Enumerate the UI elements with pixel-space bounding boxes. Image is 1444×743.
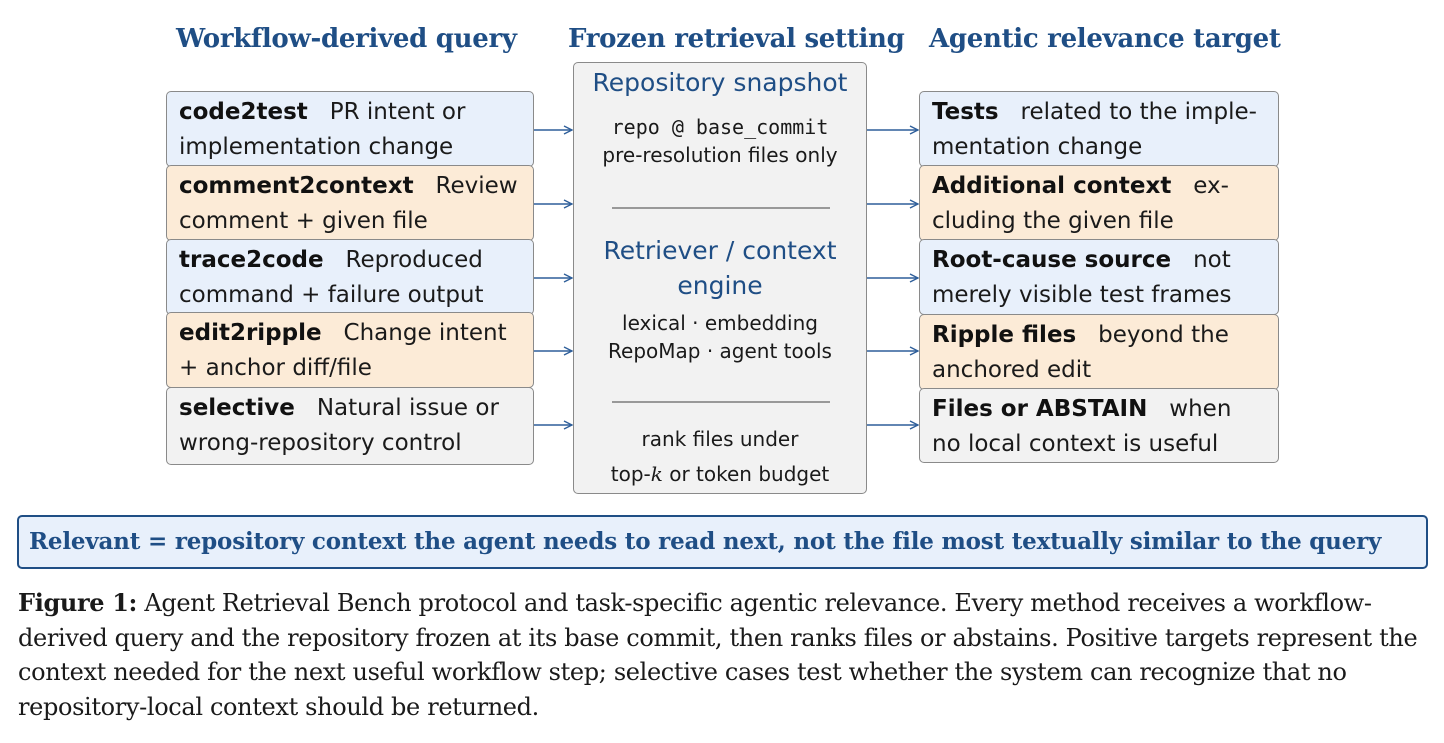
retriever-title-2: engine [677,271,763,300]
query-desc: command + failure output [179,282,484,308]
rank-line-2: top-k or token budget [610,462,830,486]
heading-workflow-query: Workflow-derived query [176,24,517,54]
target-name: Ripple files [932,322,1077,348]
query-desc: Review [435,173,518,199]
query-desc: Natural issue or [316,395,499,421]
target-desc: anchored edit [932,357,1092,383]
target-name: Tests [932,99,999,125]
query-desc: + anchor diff/file [179,355,372,381]
retriever-title-1: Retriever / context [603,236,837,265]
target-desc: beyond the [1098,322,1229,348]
query-name: selective [179,395,295,421]
target-desc: merely visible test frames [932,282,1232,308]
target-name: Additional context [932,173,1172,199]
query-name: comment2context [179,173,414,199]
retriever-line-1: lexical · embedding [622,311,818,335]
target-name: Files or ABSTAIN [932,396,1148,422]
heading-frozen-retrieval: Frozen retrieval setting [568,24,905,54]
query-desc: Reproduced [345,247,483,273]
snapshot-line-1: repo @ base_commit [611,115,829,139]
caption-text: Agent Retrieval Bench protocol and task-specific agentic relevance. Every method receives a workflow-derived query and the repository frozen at its base commit, then ranks files or abstains. Positive targets represent the context needed for the next useful workflow step; selective cases test whether the system can recognize that no repository-local context should be returned. [18,589,1418,721]
target-desc: related to the imple- [1020,99,1257,125]
retriever-line-2: RepoMap · agent tools [608,339,832,363]
target-desc: ex- [1193,173,1229,199]
query-desc: comment + given file [179,208,428,234]
query-desc: implementation change [179,134,454,160]
figure-caption [18,586,1430,724]
query-name: code2test [179,99,308,125]
target-desc: no local context is useful [932,431,1219,457]
relevance-definition-banner: Relevant = repository context the agent needs to read next, not the file most textually similar to the query [17,515,1428,569]
target-name: Root-cause source [932,247,1172,273]
query-desc: Change intent [343,320,507,346]
query-name: edit2ripple [179,320,322,346]
target-desc: cluding the given file [932,208,1174,234]
target-desc: when [1169,396,1232,422]
heading-relevance-target: Agentic relevance target [929,24,1281,54]
query-name: trace2code [179,247,324,273]
query-desc: PR intent or [329,99,466,125]
rank-line-1: rank files under [641,427,799,451]
query-desc: wrong-repository control [179,430,462,456]
target-desc: mentation change [932,134,1143,160]
target-desc: not [1193,247,1231,273]
caption-label: Figure 1: [18,588,138,617]
snapshot-title: Repository snapshot [592,68,848,97]
snapshot-line-2: pre-resolution files only [602,143,838,167]
